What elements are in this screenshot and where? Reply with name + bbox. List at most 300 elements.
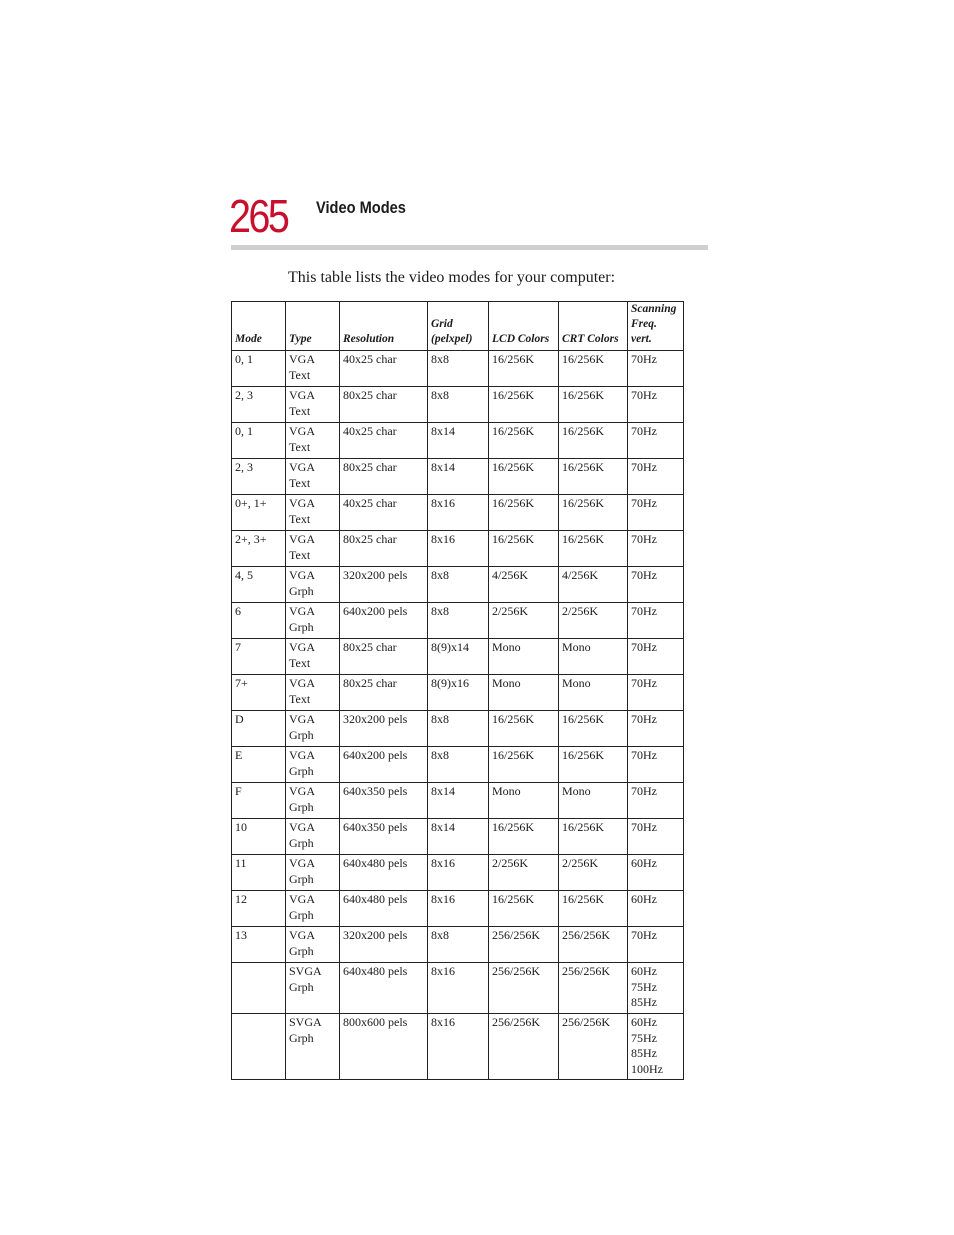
crt-colors-cell xyxy=(559,495,628,531)
resolution-cell xyxy=(340,855,428,891)
lcd-colors-cell-text: Mono xyxy=(492,784,521,798)
lcd-colors-cell xyxy=(489,891,559,927)
mode-cell xyxy=(232,1014,286,1080)
scanning-freq-cell-text: 70Hz xyxy=(631,352,657,366)
grid-cell xyxy=(428,819,489,855)
mode-cell xyxy=(232,603,286,639)
scanning-freq-cell xyxy=(628,387,684,423)
resolution-cell xyxy=(340,747,428,783)
scanning-freq-cell-text: 100Hz xyxy=(631,1061,663,1076)
type-cell xyxy=(286,567,340,603)
table-row xyxy=(232,603,684,639)
crt-colors-cell xyxy=(559,783,628,819)
lcd-colors-cell xyxy=(489,711,559,747)
lcd-colors-cell xyxy=(489,1014,559,1080)
mode-cell-text: D xyxy=(235,712,244,726)
mode-cell-text: 2, 3 xyxy=(235,388,253,402)
resolution-cell xyxy=(340,639,428,675)
resolution-cell-text: 40x25 char xyxy=(343,352,397,366)
scanning-freq-cell xyxy=(628,927,684,963)
grid-cell-text: 8x16 xyxy=(431,1015,455,1029)
column-header-resolution: Resolution xyxy=(340,302,428,351)
resolution-cell xyxy=(340,891,428,927)
table-row xyxy=(232,783,684,819)
crt-colors-cell xyxy=(559,459,628,495)
lcd-colors-cell-text: 256/256K xyxy=(492,964,540,978)
resolution-cell xyxy=(340,459,428,495)
table-row xyxy=(232,927,684,963)
grid-cell xyxy=(428,603,489,639)
scanning-freq-cell xyxy=(628,747,684,783)
column-header-mode: Mode xyxy=(232,302,286,351)
table-row xyxy=(232,891,684,927)
grid-cell-text: 8x8 xyxy=(431,928,449,942)
type-cell-text: VGA xyxy=(289,712,315,726)
resolution-cell-text: 640x480 pels xyxy=(343,856,408,870)
grid-cell-text: 8x14 xyxy=(431,460,455,474)
resolution-cell-text: 80x25 char xyxy=(343,532,397,546)
crt-colors-cell xyxy=(559,963,628,1014)
resolution-cell-text: 80x25 char xyxy=(343,388,397,402)
type-cell xyxy=(286,819,340,855)
crt-colors-cell-text: 256/256K xyxy=(562,1015,610,1029)
crt-colors-cell xyxy=(559,855,628,891)
mode-cell-text: 2, 3 xyxy=(235,460,253,474)
column-header-lcd-colors: LCD Colors xyxy=(489,302,559,351)
grid-cell-text: 8x16 xyxy=(431,964,455,978)
mode-cell xyxy=(232,963,286,1014)
resolution-cell-text: 640x350 pels xyxy=(343,820,408,834)
resolution-cell xyxy=(340,819,428,855)
lcd-colors-cell xyxy=(489,675,559,711)
type-cell-text: Grph xyxy=(289,835,314,850)
table-row xyxy=(232,567,684,603)
grid-cell-text: 8x14 xyxy=(431,784,455,798)
lcd-colors-cell-text: 16/256K xyxy=(492,388,534,402)
crt-colors-cell-text: Mono xyxy=(562,784,591,798)
type-cell-text: Grph xyxy=(289,763,314,778)
header-rule xyxy=(231,245,708,250)
resolution-cell xyxy=(340,963,428,1014)
lcd-colors-cell-text: 16/256K xyxy=(492,352,534,366)
grid-cell xyxy=(428,927,489,963)
scanning-freq-cell-text: 70Hz xyxy=(631,604,657,618)
resolution-cell xyxy=(340,495,428,531)
lcd-colors-cell-text: 256/256K xyxy=(492,928,540,942)
lcd-colors-cell xyxy=(489,495,559,531)
mode-cell-text: 7+ xyxy=(235,676,248,690)
mode-cell-text: 0, 1 xyxy=(235,352,253,366)
scanning-freq-cell-text: 70Hz xyxy=(631,640,657,654)
scanning-freq-cell-text: 60Hz xyxy=(631,856,657,870)
type-cell-text: Text xyxy=(289,403,311,418)
scanning-freq-cell-text: 85Hz xyxy=(631,1046,657,1060)
resolution-cell xyxy=(340,423,428,459)
lcd-colors-cell-text: 16/256K xyxy=(492,532,534,546)
type-cell-text: Grph xyxy=(289,943,314,958)
grid-cell xyxy=(428,351,489,387)
resolution-cell xyxy=(340,387,428,423)
type-cell-text: VGA xyxy=(289,424,315,438)
type-cell-text: Text xyxy=(289,511,311,526)
type-cell xyxy=(286,711,340,747)
crt-colors-cell-text: 16/256K xyxy=(562,460,604,474)
scanning-freq-cell-text: 70Hz xyxy=(631,712,657,726)
type-cell xyxy=(286,531,340,567)
mode-cell xyxy=(232,639,286,675)
resolution-cell-text: 320x200 pels xyxy=(343,712,408,726)
scanning-freq-cell xyxy=(628,459,684,495)
grid-cell-text: 8x14 xyxy=(431,424,455,438)
section-title: Video Modes xyxy=(316,198,406,217)
crt-colors-cell xyxy=(559,531,628,567)
mode-cell-text: F xyxy=(235,784,242,798)
resolution-cell xyxy=(340,1014,428,1080)
crt-colors-cell-text: 16/256K xyxy=(562,496,604,510)
mode-cell-text: 2+, 3+ xyxy=(235,532,267,546)
column-header-type: Type xyxy=(286,302,340,351)
grid-cell xyxy=(428,675,489,711)
type-cell xyxy=(286,603,340,639)
crt-colors-cell xyxy=(559,423,628,459)
crt-colors-cell-text: 256/256K xyxy=(562,928,610,942)
grid-cell xyxy=(428,531,489,567)
table-row xyxy=(232,351,684,387)
grid-cell xyxy=(428,459,489,495)
lcd-colors-cell xyxy=(489,387,559,423)
crt-colors-cell-text: 16/256K xyxy=(562,820,604,834)
grid-cell xyxy=(428,711,489,747)
grid-cell xyxy=(428,891,489,927)
crt-colors-cell xyxy=(559,675,628,711)
resolution-cell-text: 640x350 pels xyxy=(343,784,408,798)
lcd-colors-cell-text: 16/256K xyxy=(492,496,534,510)
lcd-colors-cell xyxy=(489,423,559,459)
mode-cell xyxy=(232,495,286,531)
scanning-freq-cell-text: 70Hz xyxy=(631,820,657,834)
resolution-cell xyxy=(340,567,428,603)
lcd-colors-cell xyxy=(489,927,559,963)
scanning-freq-cell xyxy=(628,675,684,711)
crt-colors-cell-text: 16/256K xyxy=(562,388,604,402)
crt-colors-cell-text: 4/256K xyxy=(562,568,598,582)
crt-colors-cell xyxy=(559,747,628,783)
crt-colors-cell-text: 16/256K xyxy=(562,532,604,546)
video-modes-table xyxy=(231,301,684,1080)
resolution-cell-text: 800x600 pels xyxy=(343,1015,408,1029)
crt-colors-cell-text: 2/256K xyxy=(562,856,598,870)
grid-cell xyxy=(428,423,489,459)
scanning-freq-cell-text: 60Hz xyxy=(631,1015,657,1029)
grid-cell-text: 8(9)x16 xyxy=(431,676,469,690)
type-cell-text: SVGA xyxy=(289,1015,322,1029)
scanning-freq-cell-text: 70Hz xyxy=(631,424,657,438)
scanning-freq-cell-text: 70Hz xyxy=(631,568,657,582)
type-cell-text: Text xyxy=(289,547,311,562)
type-cell-text: Grph xyxy=(289,619,314,634)
grid-cell-text: 8x8 xyxy=(431,388,449,402)
grid-cell xyxy=(428,387,489,423)
mode-cell xyxy=(232,711,286,747)
type-cell xyxy=(286,855,340,891)
type-cell-text: VGA xyxy=(289,748,315,762)
crt-colors-cell-text: 256/256K xyxy=(562,964,610,978)
page-number: 265 xyxy=(229,190,288,242)
grid-cell-text: 8x8 xyxy=(431,352,449,366)
crt-colors-cell xyxy=(559,603,628,639)
scanning-freq-cell xyxy=(628,603,684,639)
resolution-cell xyxy=(340,711,428,747)
lcd-colors-cell-text: 16/256K xyxy=(492,892,534,906)
type-cell-text: VGA xyxy=(289,352,315,366)
crt-colors-cell xyxy=(559,891,628,927)
table-row xyxy=(232,675,684,711)
type-cell-text: VGA xyxy=(289,928,315,942)
type-cell-text: Grph xyxy=(289,979,314,994)
crt-colors-cell-text: 2/256K xyxy=(562,604,598,618)
scanning-freq-cell xyxy=(628,351,684,387)
mode-cell-text: 11 xyxy=(235,856,247,870)
resolution-cell xyxy=(340,351,428,387)
scanning-freq-cell-text: 70Hz xyxy=(631,784,657,798)
type-cell-text: Text xyxy=(289,691,311,706)
grid-cell xyxy=(428,963,489,1014)
lcd-colors-cell xyxy=(489,603,559,639)
type-cell-text: VGA xyxy=(289,640,315,654)
type-cell-text: Grph xyxy=(289,583,314,598)
crt-colors-cell-text: Mono xyxy=(562,640,591,654)
type-cell-text: VGA xyxy=(289,676,315,690)
crt-colors-cell xyxy=(559,711,628,747)
type-cell-text: VGA xyxy=(289,604,315,618)
type-cell-text: VGA xyxy=(289,856,315,870)
scanning-freq-cell xyxy=(628,783,684,819)
lcd-colors-cell xyxy=(489,747,559,783)
crt-colors-cell xyxy=(559,567,628,603)
resolution-cell-text: 320x200 pels xyxy=(343,928,408,942)
lcd-colors-cell xyxy=(489,819,559,855)
mode-cell-text: 4, 5 xyxy=(235,568,253,582)
type-cell xyxy=(286,963,340,1014)
type-cell xyxy=(286,423,340,459)
type-cell-text: VGA xyxy=(289,532,315,546)
resolution-cell-text: 640x200 pels xyxy=(343,604,408,618)
mode-cell-text: 10 xyxy=(235,820,247,834)
mode-cell-text: 13 xyxy=(235,928,247,942)
scanning-freq-cell xyxy=(628,891,684,927)
mode-cell xyxy=(232,927,286,963)
scanning-freq-cell-text: 70Hz xyxy=(631,496,657,510)
type-cell xyxy=(286,495,340,531)
lcd-colors-cell-text: Mono xyxy=(492,676,521,690)
mode-cell xyxy=(232,567,286,603)
type-cell xyxy=(286,639,340,675)
type-cell-text: Text xyxy=(289,439,311,454)
scanning-freq-cell-text: 75Hz xyxy=(631,1030,657,1045)
scanning-freq-cell-text: 70Hz xyxy=(631,460,657,474)
mode-cell xyxy=(232,819,286,855)
scanning-freq-cell xyxy=(628,639,684,675)
lcd-colors-cell xyxy=(489,531,559,567)
mode-cell xyxy=(232,783,286,819)
mode-cell-text: 12 xyxy=(235,892,247,906)
lcd-colors-cell-text: 2/256K xyxy=(492,856,528,870)
type-cell-text: Text xyxy=(289,475,311,490)
table-row xyxy=(232,387,684,423)
grid-cell xyxy=(428,567,489,603)
lcd-colors-cell xyxy=(489,459,559,495)
type-cell-text: VGA xyxy=(289,388,315,402)
crt-colors-cell xyxy=(559,927,628,963)
type-cell-text: VGA xyxy=(289,784,315,798)
mode-cell-text: 0+, 1+ xyxy=(235,496,267,510)
scanning-freq-cell xyxy=(628,423,684,459)
table-row xyxy=(232,711,684,747)
lcd-colors-cell-text: 16/256K xyxy=(492,820,534,834)
column-header-grid: Grid (pelxpel) xyxy=(428,302,489,351)
mode-cell-text: 6 xyxy=(235,604,241,618)
lcd-colors-cell xyxy=(489,783,559,819)
crt-colors-cell-text: 16/256K xyxy=(562,352,604,366)
mode-cell xyxy=(232,387,286,423)
type-cell xyxy=(286,747,340,783)
scanning-freq-cell-text: 70Hz xyxy=(631,388,657,402)
resolution-cell-text: 640x200 pels xyxy=(343,748,408,762)
intro-text: This table lists the video modes for your computer: xyxy=(288,269,616,286)
type-cell-text: VGA xyxy=(289,460,315,474)
lcd-colors-cell-text: 4/256K xyxy=(492,568,528,582)
grid-cell-text: 8x8 xyxy=(431,712,449,726)
crt-colors-cell xyxy=(559,387,628,423)
grid-cell xyxy=(428,783,489,819)
type-cell-text: VGA xyxy=(289,820,315,834)
resolution-cell-text: 80x25 char xyxy=(343,676,397,690)
resolution-cell xyxy=(340,783,428,819)
scanning-freq-cell-text: 70Hz xyxy=(631,532,657,546)
lcd-colors-cell xyxy=(489,639,559,675)
crt-colors-cell-text: 16/256K xyxy=(562,892,604,906)
lcd-colors-cell-text: Mono xyxy=(492,640,521,654)
table-row xyxy=(232,1014,684,1080)
lcd-colors-cell xyxy=(489,855,559,891)
type-cell xyxy=(286,351,340,387)
scanning-freq-cell-text: 70Hz xyxy=(631,928,657,942)
scanning-freq-cell xyxy=(628,963,684,1014)
table-row xyxy=(232,495,684,531)
mode-cell xyxy=(232,747,286,783)
grid-cell-text: 8(9)x14 xyxy=(431,640,469,654)
lcd-colors-cell-text: 2/256K xyxy=(492,604,528,618)
mode-cell xyxy=(232,423,286,459)
lcd-colors-cell-text: 16/256K xyxy=(492,748,534,762)
grid-cell xyxy=(428,495,489,531)
mode-cell-text: E xyxy=(235,748,243,762)
table-row xyxy=(232,855,684,891)
scanning-freq-cell xyxy=(628,567,684,603)
scanning-freq-cell xyxy=(628,531,684,567)
type-cell-text: VGA xyxy=(289,568,315,582)
crt-colors-cell-text: Mono xyxy=(562,676,591,690)
resolution-cell xyxy=(340,927,428,963)
type-cell xyxy=(286,675,340,711)
grid-cell xyxy=(428,1014,489,1080)
table-row xyxy=(232,963,684,1014)
resolution-cell-text: 40x25 char xyxy=(343,496,397,510)
scanning-freq-cell xyxy=(628,711,684,747)
type-cell xyxy=(286,459,340,495)
crt-colors-cell xyxy=(559,1014,628,1080)
type-cell xyxy=(286,783,340,819)
type-cell-text: Grph xyxy=(289,1030,314,1045)
scanning-freq-cell-text: 70Hz xyxy=(631,748,657,762)
scanning-freq-cell-text: 85Hz xyxy=(631,995,657,1009)
crt-colors-cell xyxy=(559,351,628,387)
mode-cell xyxy=(232,531,286,567)
mode-cell xyxy=(232,891,286,927)
resolution-cell-text: 640x480 pels xyxy=(343,964,408,978)
grid-cell xyxy=(428,639,489,675)
mode-cell-text: 7 xyxy=(235,640,241,654)
lcd-colors-cell-text: 16/256K xyxy=(492,460,534,474)
resolution-cell-text: 40x25 char xyxy=(343,424,397,438)
resolution-cell xyxy=(340,603,428,639)
table-header-row xyxy=(232,302,684,351)
column-header-scanning-freq: Scanning Freq. vert. xyxy=(628,302,684,351)
type-cell-text: Grph xyxy=(289,727,314,742)
type-cell-text: VGA xyxy=(289,892,315,906)
lcd-colors-cell xyxy=(489,963,559,1014)
lcd-colors-cell xyxy=(489,567,559,603)
mode-cell xyxy=(232,675,286,711)
crt-colors-cell xyxy=(559,819,628,855)
table-row xyxy=(232,639,684,675)
lcd-colors-cell-text: 16/256K xyxy=(492,712,534,726)
mode-cell-text: 0, 1 xyxy=(235,424,253,438)
grid-cell-text: 8x8 xyxy=(431,604,449,618)
type-cell-text: Grph xyxy=(289,799,314,814)
resolution-cell xyxy=(340,531,428,567)
lcd-colors-cell xyxy=(489,351,559,387)
crt-colors-cell xyxy=(559,639,628,675)
type-cell xyxy=(286,1014,340,1080)
scanning-freq-cell-text: 70Hz xyxy=(631,676,657,690)
type-cell xyxy=(286,927,340,963)
mode-cell xyxy=(232,459,286,495)
resolution-cell-text: 640x480 pels xyxy=(343,892,408,906)
crt-colors-cell-text: 16/256K xyxy=(562,424,604,438)
grid-cell-text: 8x16 xyxy=(431,892,455,906)
column-header-crt-colors: CRT Colors xyxy=(559,302,628,351)
scanning-freq-cell-text: 60Hz xyxy=(631,964,657,978)
type-cell-text: SVGA xyxy=(289,964,322,978)
type-cell-text: Text xyxy=(289,655,311,670)
type-cell-text: VGA xyxy=(289,496,315,510)
grid-cell xyxy=(428,747,489,783)
table-row xyxy=(232,423,684,459)
grid-cell xyxy=(428,855,489,891)
type-cell xyxy=(286,891,340,927)
lcd-colors-cell-text: 256/256K xyxy=(492,1015,540,1029)
type-cell-text: Grph xyxy=(289,871,314,886)
type-cell xyxy=(286,387,340,423)
resolution-cell-text: 80x25 char xyxy=(343,640,397,654)
grid-cell-text: 8x16 xyxy=(431,496,455,510)
grid-cell-text: 8x8 xyxy=(431,748,449,762)
scanning-freq-cell xyxy=(628,1014,684,1080)
table-row xyxy=(232,819,684,855)
grid-cell-text: 8x8 xyxy=(431,568,449,582)
resolution-cell xyxy=(340,675,428,711)
